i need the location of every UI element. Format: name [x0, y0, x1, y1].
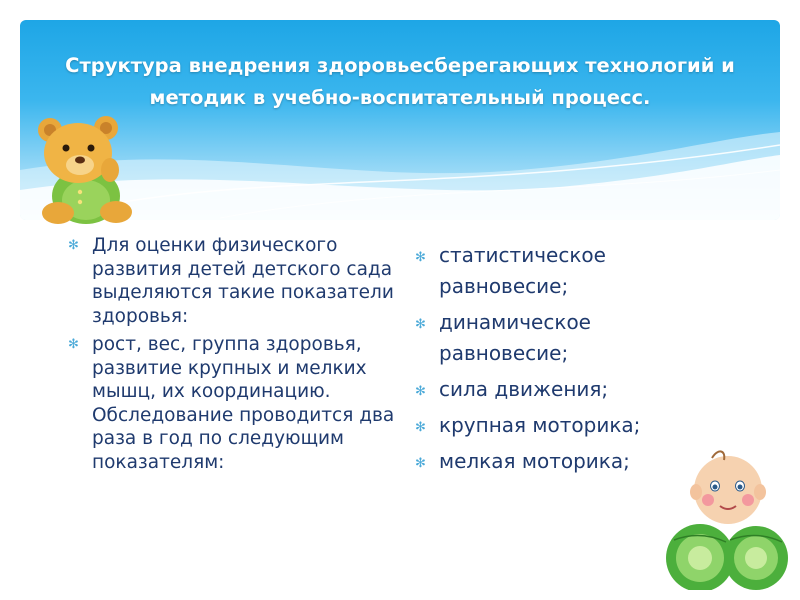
list-item-text: сила движения; [439, 377, 609, 401]
asterisk-bullet-icon: ✻ [415, 250, 426, 265]
list-item-text: рост, вес, группа здоровья, развитие крупных и мелких мышц, их координацию. Обследование проводится два раза в год по следующим показателям: [92, 334, 395, 473]
list-item-text: крупная моторика; [439, 413, 641, 437]
asterisk-bullet-icon: ✻ [68, 337, 79, 352]
baby-in-cabbage-icon [660, 440, 790, 590]
list-item-text: Для оценки физического развития детей детского сада выделяются такие показатели здоровья: [92, 235, 394, 327]
list-item [68, 234, 398, 328]
asterisk-bullet-icon: ✻ [415, 420, 426, 435]
list-item-text: статистическое равновесие; [439, 243, 606, 298]
teddy-bear-icon [28, 108, 138, 228]
list-item [415, 240, 685, 302]
list-item [68, 333, 398, 474]
slide-title: Структура внедрения здоровьесберегающих технологий и методик в учебно-воспитательный процесс. [65, 54, 735, 109]
left-bullet-list [68, 234, 398, 479]
list-item [415, 374, 685, 405]
asterisk-bullet-icon: ✻ [415, 317, 426, 332]
asterisk-bullet-icon: ✻ [415, 384, 426, 399]
list-item-text: динамическое равновесие; [439, 310, 591, 365]
list-item-text: мелкая моторика; [439, 449, 630, 473]
asterisk-bullet-icon: ✻ [68, 238, 79, 253]
list-item [415, 307, 685, 369]
list-item [415, 410, 685, 441]
list-item [415, 446, 685, 477]
asterisk-bullet-icon: ✻ [415, 456, 426, 471]
right-bullet-list [415, 240, 685, 482]
